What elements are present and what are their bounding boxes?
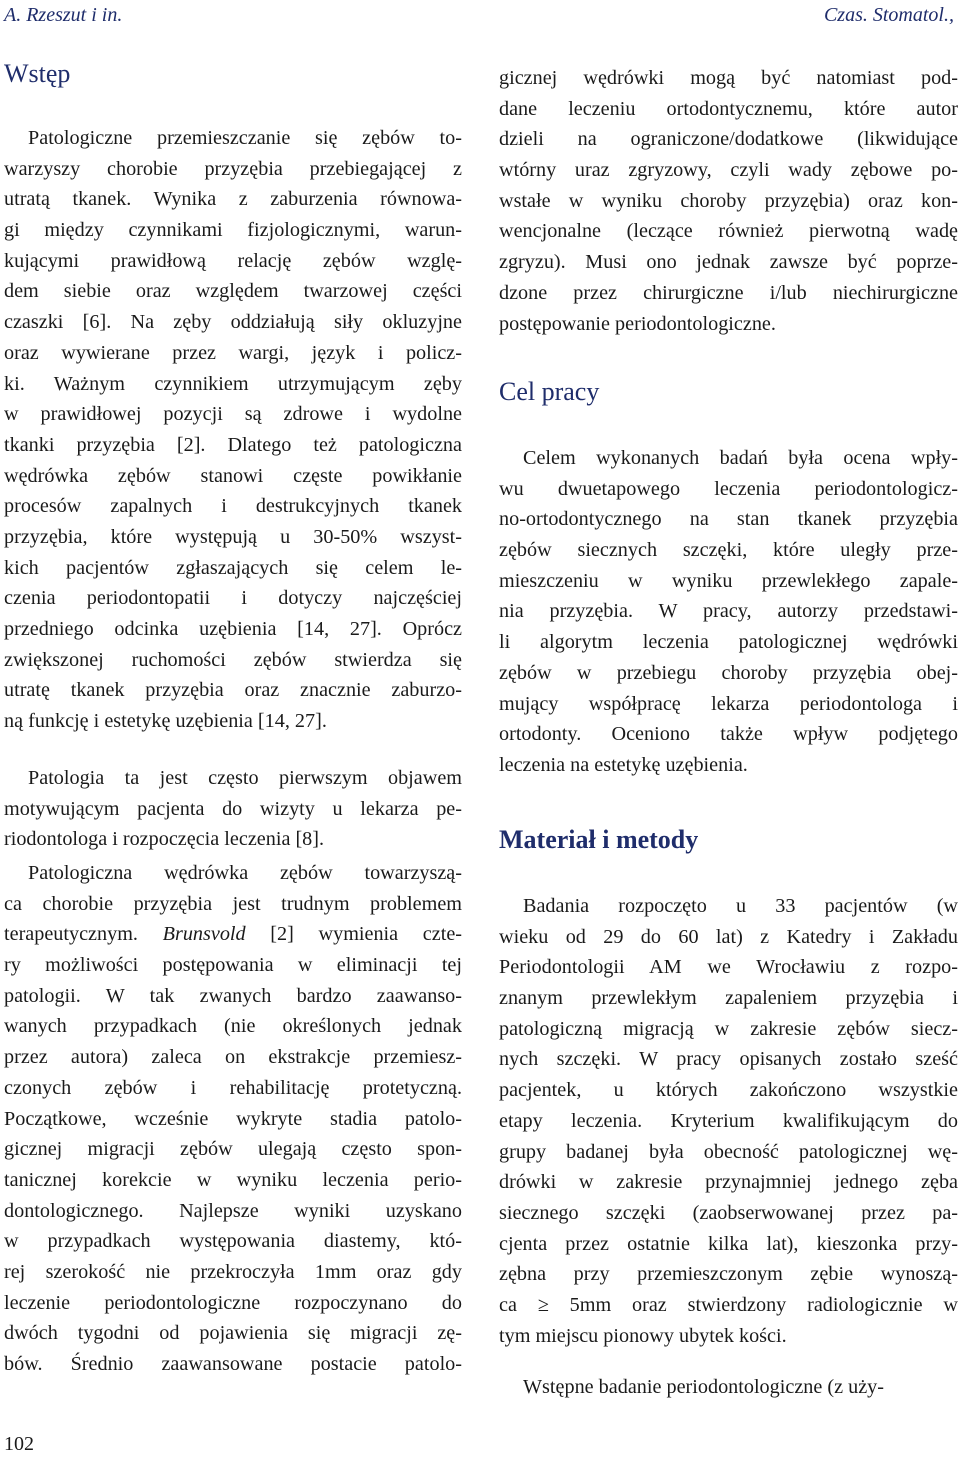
- text-line: wtórny uraz zgryzowy, czyli wady zębowe po-: [499, 159, 958, 182]
- intro-paragraph-2: [4, 763, 462, 855]
- text-line: tanicznej korekcie w wyniku leczenia perio-: [4, 1168, 462, 1191]
- text-line: Patologiczna wędrówka zębów towarzyszą-: [28, 862, 462, 884]
- text-line: bów. Średnio zaawansowane postacie patolo-: [4, 1353, 462, 1375]
- text-line: zębów siecznych szczęki, które uległy prze-: [499, 539, 958, 562]
- text-line: ry możliwości postępowania w eliminacji tej: [4, 954, 462, 977]
- text-line: gicznej wędrówki mogą być natomiast pod-: [499, 67, 958, 89]
- text-line: rej szerokość nie przekroczyła 1mm oraz gdy: [4, 1260, 462, 1283]
- text-line: tkanki przyzębia [2]. Dlatego też patologiczna: [4, 433, 462, 456]
- text-line: ki. Ważnym czynnikiem utrzymującym zęby: [4, 372, 462, 395]
- text-line: dzieli na ograniczone/dodatkowe (likwidujące: [499, 128, 958, 151]
- text-line: ortodonty. Oceniono także wpływ podjętego: [499, 723, 958, 746]
- text-line: dwóch tygodni od pojawienia się migracji zę-: [4, 1322, 462, 1345]
- text-line: Periodontologii AM we Wrocławiu z rozpo-: [499, 956, 958, 979]
- text-line: mujący współpracę lekarza periodontologa i: [499, 692, 958, 715]
- text-line: pacjentek, u których zakończono wszystkie: [499, 1079, 958, 1102]
- text-line: motywującym pacjenta do wizyty u lekarza pe-: [4, 797, 462, 820]
- text-line: siecznego szczęki (zaobserwowanej przez pa-: [499, 1201, 958, 1224]
- text-fragment: [2] wymienia czte-: [245, 923, 463, 946]
- text-line: Celem wykonanych badań była ocena wpły-: [523, 447, 958, 469]
- text-line: Patologia ta jest często pierwszym objawem: [28, 767, 462, 789]
- text-line: zębów w przebiegu choroby przyzębia obej-: [499, 661, 958, 684]
- text-line: zwiększonej ruchomości zębów stwierdza się: [4, 648, 462, 671]
- intro-paragraph-3-continued: [4, 950, 462, 1380]
- text-line: patologii. W tak zwanych bardzo zaawanso-: [4, 984, 462, 1007]
- continued-paragraph: [499, 63, 958, 339]
- text-line: wieku od 29 do 60 lat) z Katedry i Zakładu: [499, 925, 958, 948]
- text-line: cjenta przez ostatnie kilka lat), kieszonka przy-: [499, 1232, 958, 1255]
- text-line: nych szczęki. W pracy opisanych zostało sześć: [499, 1048, 958, 1071]
- text-line: Badania rozpoczęto u 33 pacjentów (w: [523, 895, 958, 917]
- text-line: dontologicznego. Najlepsze wyniki uzyskano: [4, 1199, 462, 1222]
- text-line: czaszki [6]. Na zęby oddziałują siły okluzyjne: [4, 311, 462, 334]
- text-line: mieszczeniu w wyniku przewlekłego zapale-: [499, 569, 958, 592]
- text-line: w przypadkach występowania diastemy, któ-: [4, 1230, 462, 1253]
- text-line: wu dwuetapowego leczenia periodontologicz-: [499, 477, 958, 500]
- text-line: kich pacjentów zgłaszających się celem le-: [4, 556, 462, 579]
- aim-paragraph: [499, 443, 958, 781]
- text-line: oraz wywierane przez wargi, język i policz-: [4, 341, 462, 364]
- text-line: czonych zębów i rehabilitację protetyczną.: [4, 1076, 462, 1099]
- text-line: nia przyzębia. W pracy, autorzy przedstawi-: [499, 600, 958, 623]
- text-line: przedniego odcinka uzębienia [14, 27]. Oprócz: [4, 618, 462, 640]
- text-line: leczenia na estetykę uzębienia.: [499, 753, 748, 776]
- running-head-authors: A. Rzeszut i in.: [4, 4, 123, 26]
- text-line: [4, 919, 462, 950]
- text-line: procesów zapalnych i destrukcyjnych tkanek: [4, 495, 462, 518]
- text-line: li algorytm leczenia patologicznej wędrówki: [499, 631, 958, 654]
- text-line: warzyszy chorobie przyzębia przebiegającej z: [4, 157, 462, 180]
- running-head-journal: Czas. Stomatol.,: [823, 4, 954, 26]
- text-line: czenia periodontopatii i dotyczy najczęściej: [4, 587, 462, 610]
- text-line: tym miejscu pionowy ubytek kości.: [499, 1324, 787, 1347]
- text-line: kującymi prawidłową relację zębów wzglę-: [4, 249, 462, 272]
- text-line: Patologiczne przemieszczanie się zębów to-: [28, 127, 462, 149]
- heading-methods: Materiał i metody: [499, 825, 699, 854]
- intro-paragraph-3: [4, 858, 462, 1380]
- cited-author: Brunsvold: [162, 923, 246, 946]
- text-fragment: terapeutycznym.: [4, 923, 163, 946]
- text-line: grupy badanej była obecność patologicznej wę-: [499, 1140, 958, 1163]
- text-line: dzone przez chirurgiczne i/lub niechirurgiczne: [499, 281, 958, 304]
- methods-paragraph: [499, 891, 958, 1351]
- text-line: gi między czynnikami fizjologicznymi, warun-: [4, 219, 462, 242]
- text-line: wstałe w wyniku choroby przyzębia) oraz kon-: [499, 189, 958, 212]
- text-line: Początkowe, wcześnie wykryte stadia patolo-: [4, 1107, 462, 1130]
- text-line: znanym przewlekłym zapaleniem przyzębia i: [499, 987, 958, 1010]
- text-line: patologiczną migracją w zakresie zębów siecz-: [499, 1017, 958, 1040]
- page-number: 102: [4, 1433, 34, 1455]
- text-line: dem siebie oraz względem twarzowej części: [4, 280, 462, 303]
- methods-paragraph-2: [499, 1372, 958, 1403]
- text-line: dane leczeniu ortodontycznemu, które autor: [499, 97, 958, 120]
- text-line: leczenie periodontologiczne rozpoczynano do: [4, 1291, 462, 1314]
- heading-aim: Cel pracy: [499, 377, 600, 406]
- text-line: etapy leczenia. Kryterium kwalifikującym do: [499, 1109, 958, 1132]
- text-line: w prawidłowej pozycji są zdrowe i wydolne: [4, 403, 462, 426]
- text-line: wanych przypadkach (nie określonych jednak: [4, 1015, 462, 1038]
- text-line: gicznej migracji zębów ulegają często spon-: [4, 1138, 462, 1161]
- text-line: riodontologa i rozpoczęcia leczenia [8].: [4, 828, 325, 851]
- text-line: zgryzu). Musi ono jednak zawsze być poprze-: [499, 251, 958, 274]
- text-line: drówki w zakresie przynajmniej jednego zęba: [499, 1171, 958, 1194]
- heading-introduction: Wstęp: [4, 59, 71, 88]
- text-line: ną funkcję i estetykę uzębienia [14, 27].: [4, 710, 327, 733]
- text-line: przez autora) zaleca on ekstrakcje przemiesz-: [4, 1046, 462, 1069]
- text-line: zębna przy przemieszczonym zębie wynoszą-: [499, 1263, 958, 1286]
- text-line: postępowanie periodontologiczne.: [499, 312, 776, 335]
- intro-paragraph-1: [4, 123, 462, 737]
- text-line: ca chorobie przyzębia jest trudnym problemem: [4, 892, 462, 915]
- text-line: wencjonalne (leczące również pierwotną wadę: [499, 220, 958, 243]
- text-line: utratą tkanek. Wynika z zaburzenia równowa-: [4, 188, 462, 211]
- text-line: wędrówka zębów stanowi częste powikłanie: [4, 464, 462, 487]
- text-line: przyzębia, które występują u 30-50% wszyst-: [4, 525, 462, 548]
- text-line: no-ortodontycznego na stan tkanek przyzębia: [499, 508, 958, 531]
- text-line: ca ≥ 5mm oraz stwierdzony radiologicznie w: [499, 1293, 958, 1316]
- text-line: utratę tkanek przyzębia oraz znacznie zaburzo-: [4, 679, 462, 702]
- text-line: Wstępne badanie periodontologiczne (z uży-: [523, 1376, 884, 1398]
